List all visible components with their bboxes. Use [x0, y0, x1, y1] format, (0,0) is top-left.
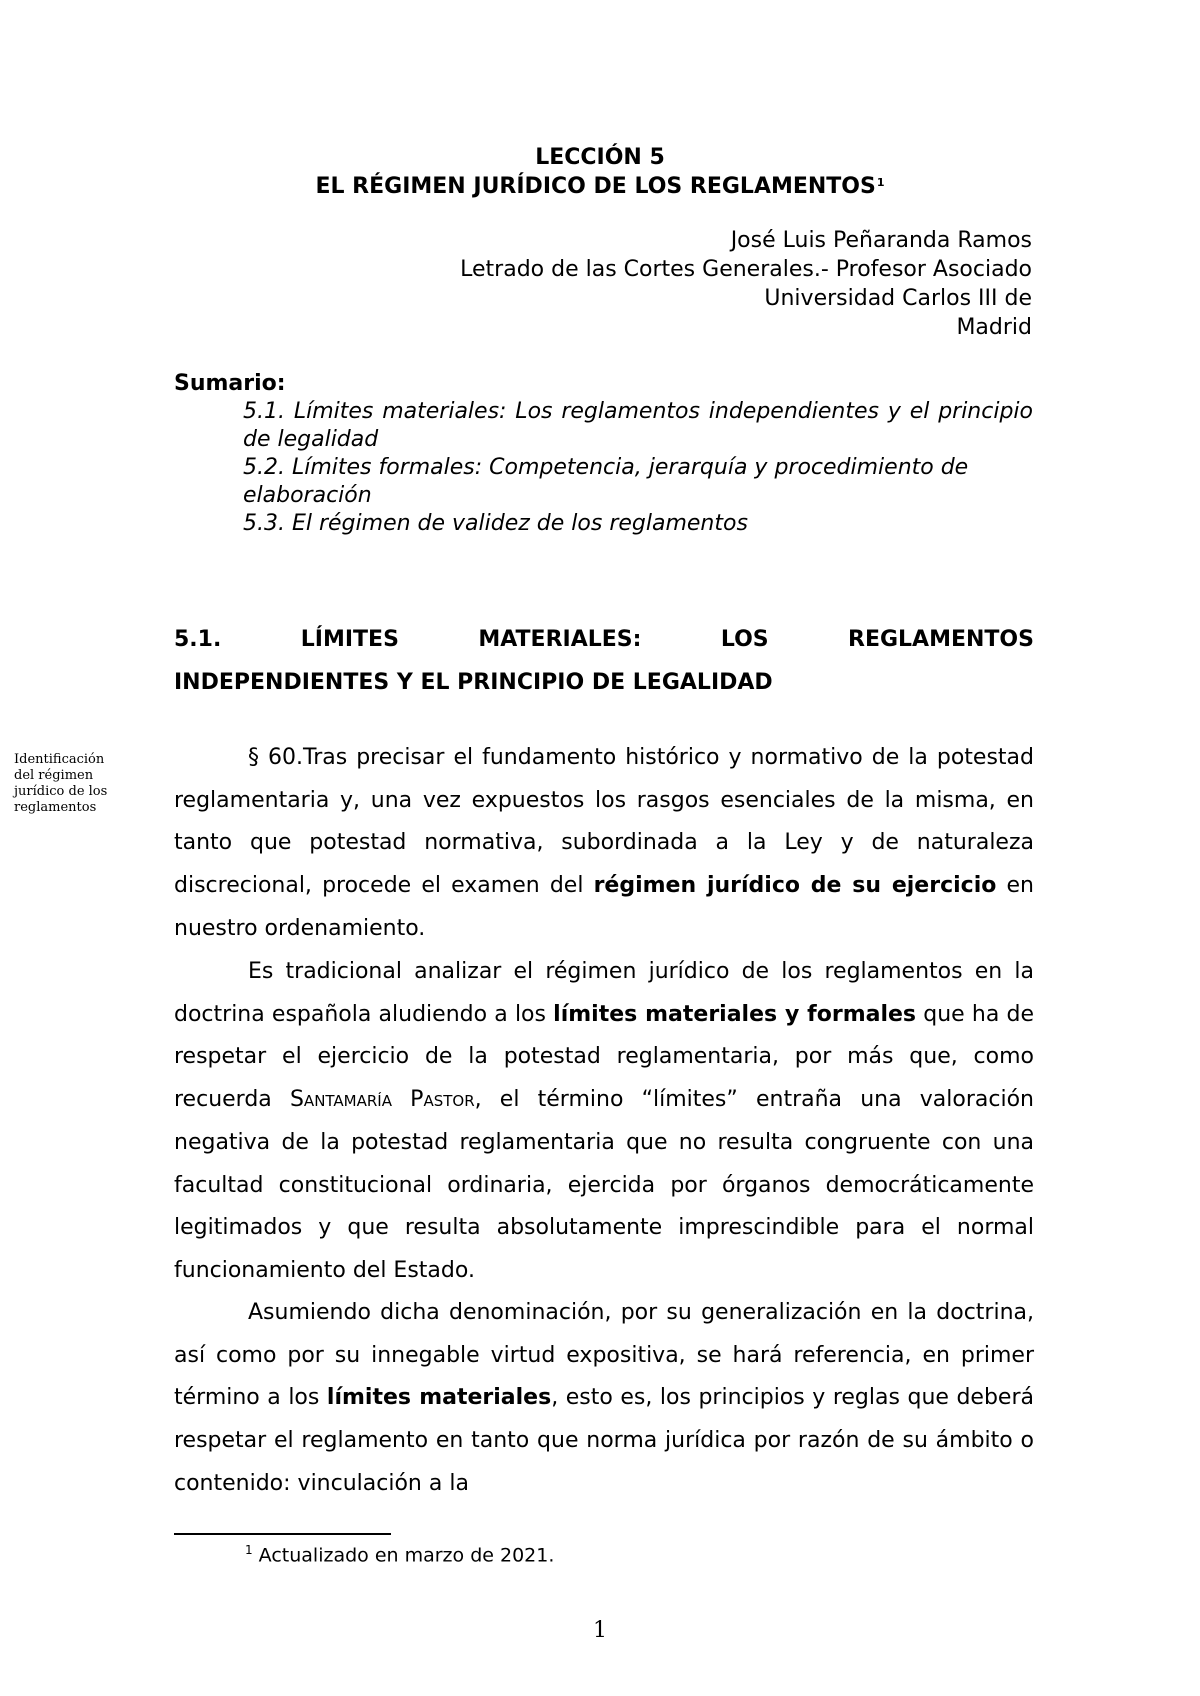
- paragraph-text: , esto es, los principios y reglas que deberá respetar el reglamento en tanto que norma jurídica por razón de su ámbito o contenido: vinculación a la: [174, 1385, 1034, 1496]
- heading-word: LOS: [720, 627, 769, 652]
- summary-item: 5.3. El régimen de validez de los reglamentos: [243, 511, 748, 536]
- heading-word: LÍMITES: [300, 627, 399, 652]
- author-name: José Luis Peñaranda Ramos: [730, 228, 1032, 253]
- footnote-number: 1: [245, 1543, 253, 1557]
- page-number: 1: [593, 1618, 607, 1643]
- paragraph-text: que ha de respetar el ejercicio de la potestad reglamentaria, por más que, como recuerda: [174, 1001, 1034, 1113]
- heading-word: MATERIALES:: [478, 627, 642, 652]
- section-heading-line1: [174, 627, 1034, 652]
- paragraph-60: [174, 737, 1034, 951]
- cited-author: Santamaría Pastor: [289, 1087, 475, 1113]
- paragraph-2: [174, 951, 1034, 1293]
- paragraph-text: , el término “límites” entraña una valoración negativa de la potestad reglamentaria que no resulta congruente con una facultad constitucional ordinaria, ejercida por órganos democráticamente legitimados y que resulta absolutamente imprescindible para el normal funcionamiento del Estado.: [174, 1087, 1034, 1283]
- summary-item: 5.1. Límites materiales: Los reglamentos independientes y el principio de legalidad: [243, 399, 1033, 452]
- author-institution-line2: Madrid: [956, 315, 1032, 340]
- paragraph-text: Es tradicional analizar el régimen jurídico de los reglamentos en la doctrina española aludiendo a los: [174, 959, 1034, 1027]
- paragraph-text: en nuestro ordenamiento.: [174, 873, 1034, 941]
- footnote: [245, 1543, 554, 1566]
- summary-item: 5.2. Límites formales: Competencia, jerarquía y procedimiento de elaboración: [243, 455, 969, 508]
- footnote-reference: 1: [876, 176, 885, 189]
- heading-word: REGLAMENTOS: [848, 627, 1034, 652]
- paragraph-emphasis: régimen jurídico de su ejercicio: [593, 873, 997, 899]
- author-position: Letrado de las Cortes Generales.- Profesor Asociado: [460, 257, 1032, 282]
- paragraph-3: [174, 1292, 1034, 1506]
- document-title-text: EL RÉGIMEN JURÍDICO DE LOS REGLAMENTOS: [315, 174, 876, 199]
- author-institution-line1: Universidad Carlos III de: [764, 286, 1032, 311]
- footnote-separator: [174, 1533, 391, 1535]
- footnote-text: Actualizado en marzo de 2021.: [252, 1544, 555, 1567]
- paragraph-text: § 60.Tras precisar el fundamento histórico y normativo de la potestad reglamentaria y, una vez expuestos los rasgos esenciales de la misma, en tanto que potestad normativa, subordinada a la Ley y de naturaleza discrecional, procede el examen del: [174, 745, 1034, 899]
- summary-label: Sumario:: [174, 371, 286, 396]
- paragraph-emphasis: límites materiales: [326, 1385, 552, 1411]
- paragraph-emphasis: límites materiales y formales: [553, 1001, 917, 1027]
- document-title: [0, 174, 1200, 199]
- paragraph-text: Asumiendo dicha denominación, por su generalización en la doctrina, así como por su innegable virtud expositiva, se hará referencia, en primer término a los: [174, 1300, 1034, 1411]
- section-heading-line2: INDEPENDIENTES Y EL PRINCIPIO DE LEGALIDAD: [174, 670, 773, 695]
- heading-word: 5.1.: [174, 627, 222, 652]
- margin-note: Identificación del régimen jurídico de los reglamentos: [14, 752, 108, 815]
- lesson-number: LECCIÓN 5: [535, 145, 665, 170]
